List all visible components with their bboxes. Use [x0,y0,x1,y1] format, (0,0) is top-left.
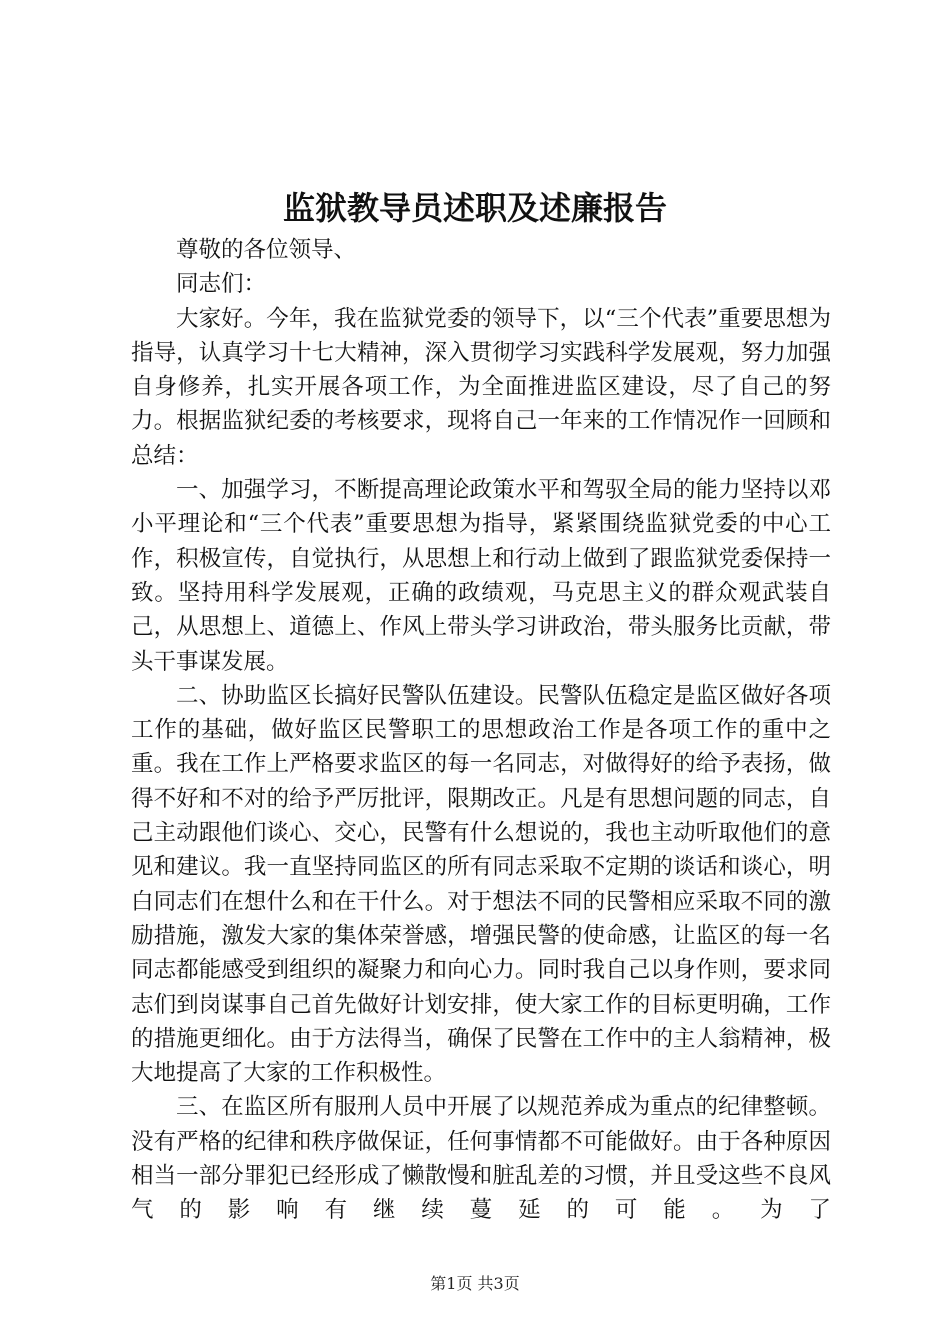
section-3-paragraph: 三、在监区所有服刑人员中开展了以规范养成为重点的纪律整顿。没有严格的纪律和秩序做保证，任何事情都不可能做好。由于各种原因相当一部分罪犯已经形成了懒散慢和脏乱差的习惯，并且受这些不良风气的影响有继续蔓延的可能。为了 [131,1094,831,1224]
salutation-line-1: 尊敬的各位领导、 [176,237,357,263]
page-footer: 第1页 共3页 [430,1274,520,1293]
document-body [131,233,831,1228]
intro-paragraph: 大家好。今年，我在监狱党委的领导下，以“三个代表”重要思想为指导，认真学习十七大精神，深入贯彻学习实践科学发展观，努力加强自身修养，扎实开展各项工作，为全面推进监区建设，尽了自己的努力。根据监狱纪委的考核要求，现将自己一年来的工作情况作一回顾和总结： [131,305,831,469]
salutation-line-2: 同志们： [176,271,267,298]
document-title: 监狱教导员述职及述廉报告 [282,189,667,227]
section-1-paragraph: 一、加强学习，不断提高理论政策水平和驾驭全局的能力坚持以邓小平理论和“三个代表”重要思想为指导，紧紧围绕监狱党委的中心工作，积极宣传，自觉执行，从思想上和行动上做到了跟监狱党委保持一致。坚持用科学发展观，正确的政绩观，马克思主义的群众观武装自己，从思想上、道德上、作风上带头学习讲政治，带头服务比贡献，带头干事谋发展。 [131,477,831,675]
section-2-paragraph: 二、协助监区长搞好民警队伍建设。民警队伍稳定是监区做好各项工作的基础，做好监区民警职工的思想政治工作是各项工作的重中之重。我在工作上严格要求监区的每一名同志，对做得好的给予表扬，做得不好和不对的给予严厉批评，限期改正。凡是有思想问题的同志，自己主动跟他们谈心、交心，民警有什么想说的，我也主动听取他们的意见和建议。我一直坚持同监区的所有同志采取不定期的谈话和谈心，明白同志们在想什么和在干什么。对于想法不同的民警相应采取不同的激励措施，激发大家的集体荣誉感，增强民警的使命感，让监区的每一名同志都能感受到组织的凝聚力和向心力。同时我自己以身作则，要求同志们到岗谋事自己首先做好计划安排，使大家工作的目标更明确，工作的措施更细化。由于方法得当，确保了民警在工作中的主人翁精神，极大地提高了大家的工作积极性。 [131,682,831,1087]
